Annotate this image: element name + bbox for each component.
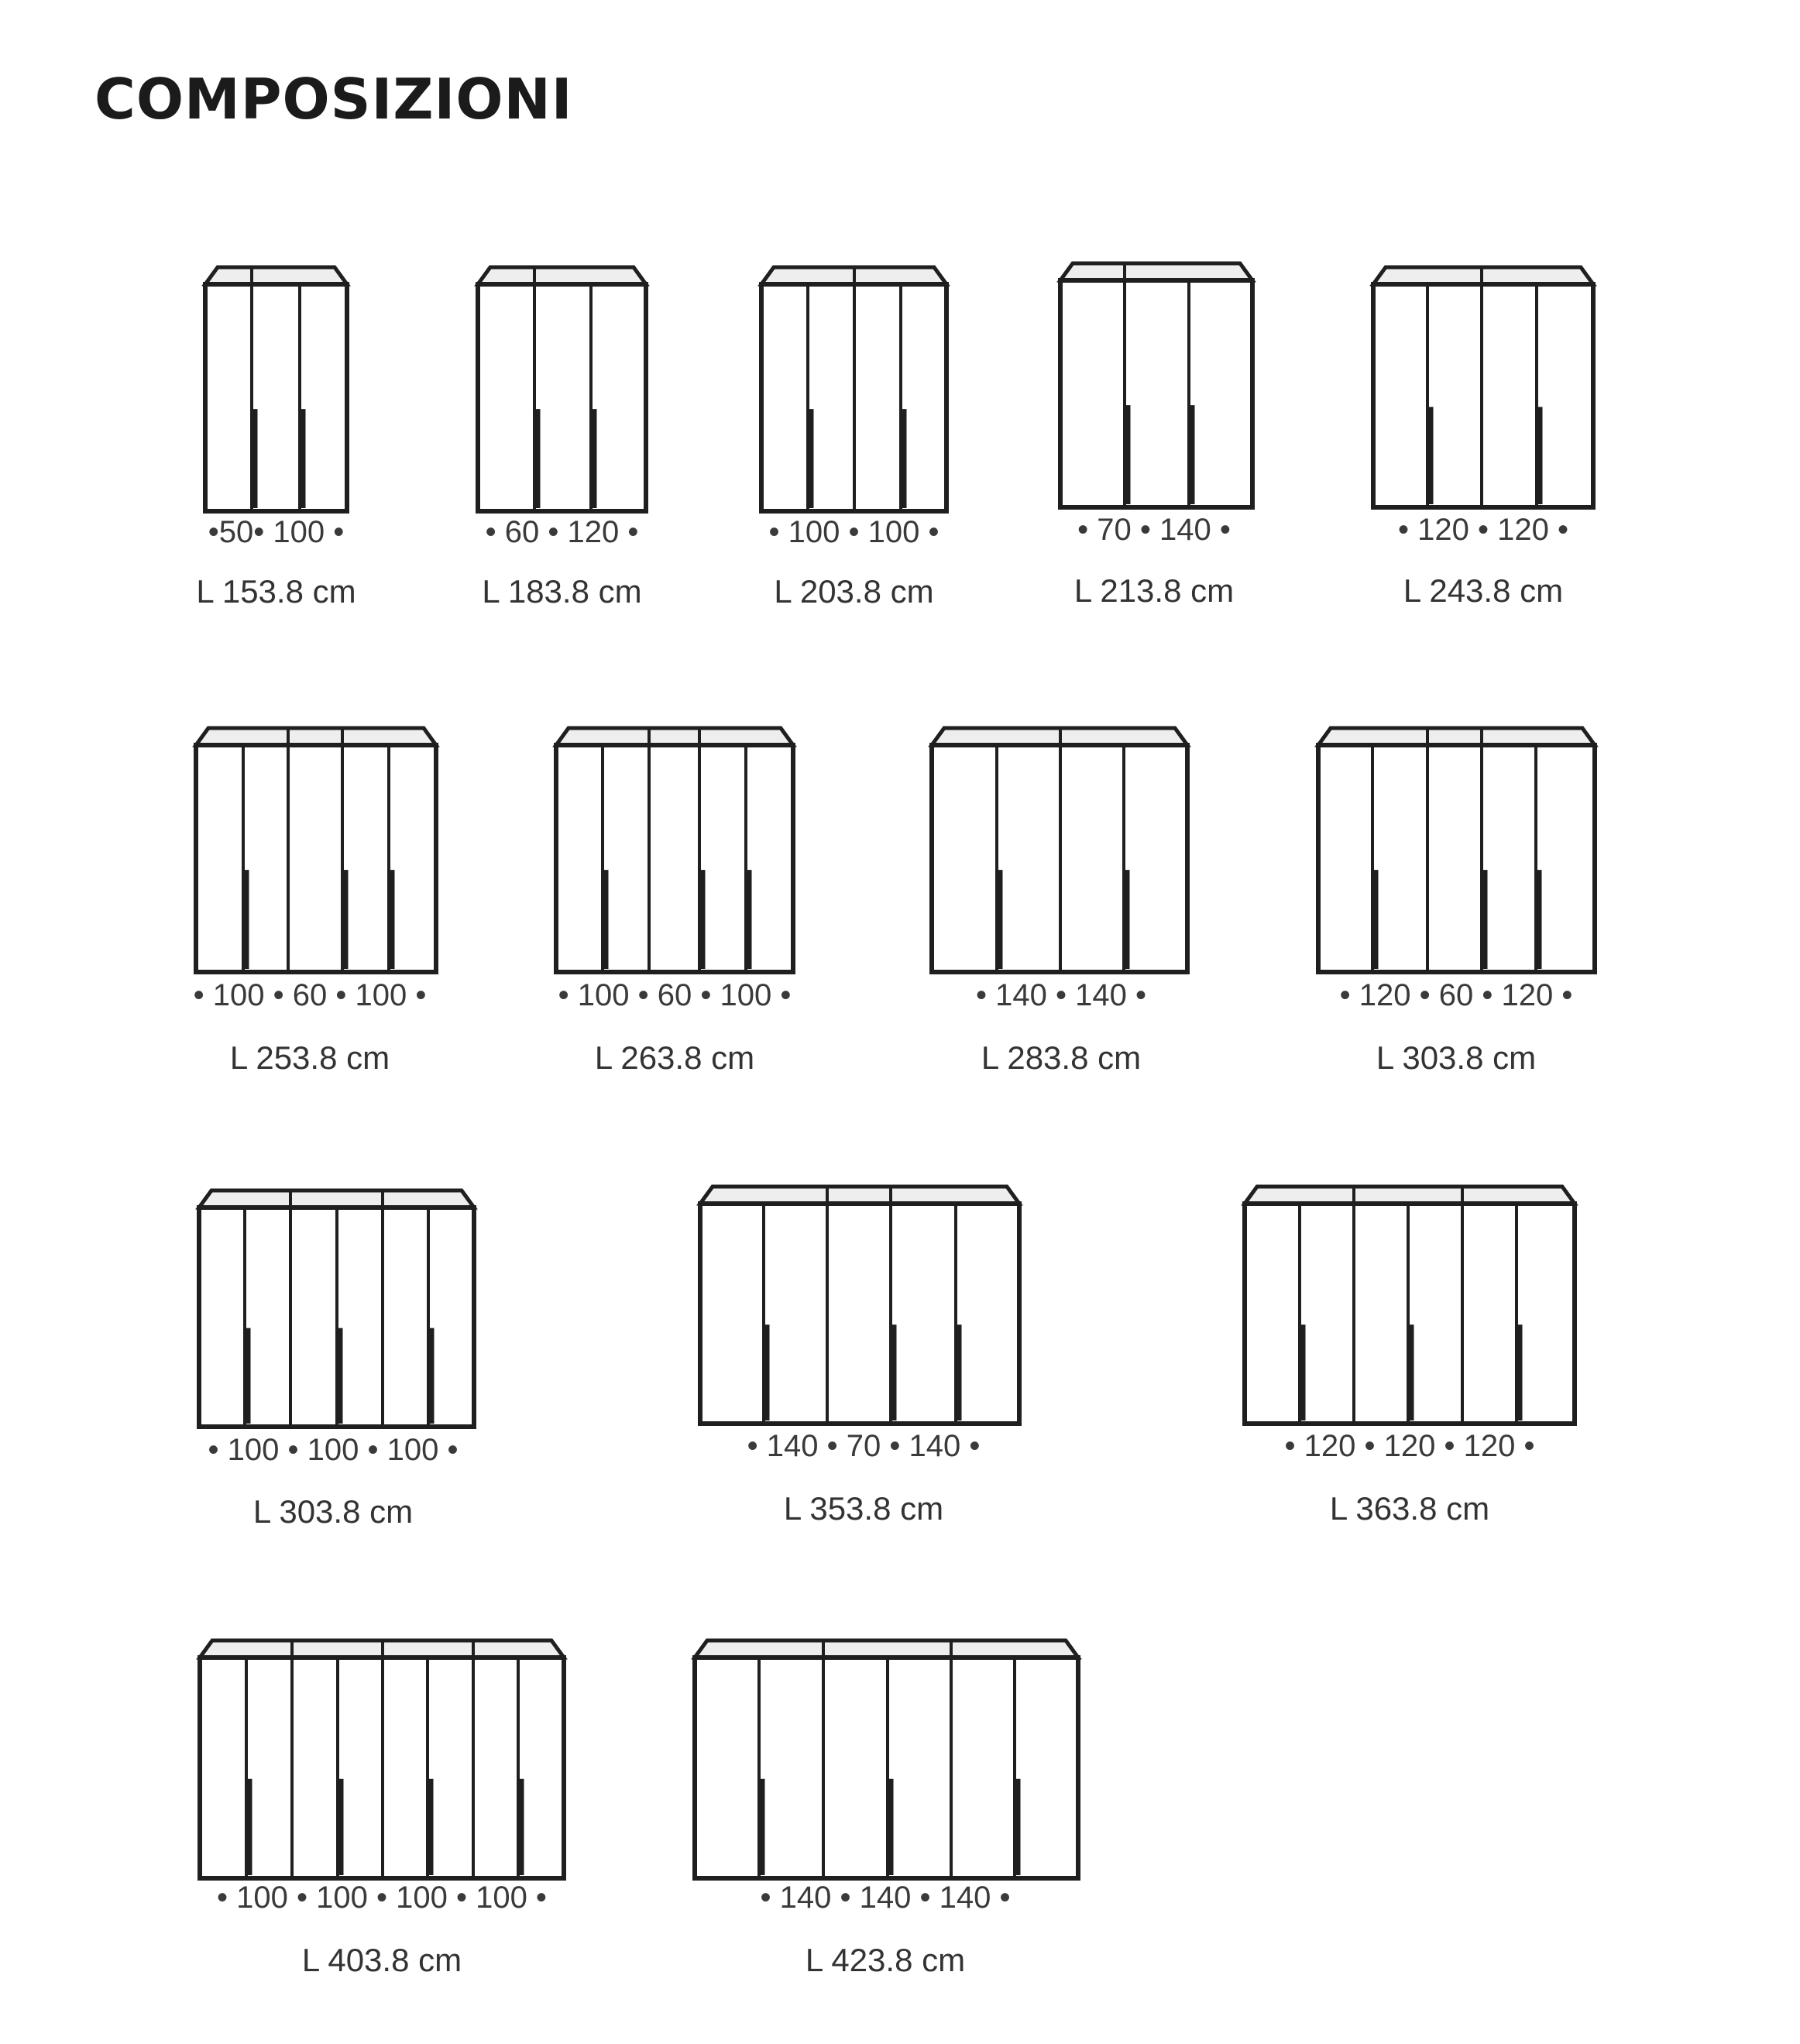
wardrobe-composition [1060, 263, 1252, 609]
page-title: COMPOSIZIONI [94, 67, 573, 132]
wardrobe-composition [761, 267, 946, 610]
total-width: L 283.8 cm [981, 1039, 1142, 1076]
wardrobe-top [556, 728, 793, 745]
total-width: L 363.8 cm [1329, 1490, 1490, 1527]
width-dimensions: • 100 • 60 • 100 • [193, 978, 427, 1012]
width-dimensions: •50• 100 • [208, 515, 345, 549]
wardrobe-composition [1318, 728, 1595, 1076]
total-width: L 153.8 cm [196, 573, 356, 610]
total-width: L 213.8 cm [1073, 572, 1235, 609]
width-dimensions: • 70 • 140 • [1077, 513, 1231, 547]
wardrobe-composition [556, 728, 793, 1076]
width-dimensions: • 100 • 100 • 100 • [208, 1433, 459, 1467]
wardrobe-top [695, 1640, 1078, 1658]
total-width: L 423.8 cm [805, 1942, 966, 1978]
wardrobe-composition [199, 1190, 474, 1530]
wardrobe-composition [1373, 267, 1593, 609]
wardrobe-body [700, 1204, 1019, 1424]
wardrobe-body [196, 745, 436, 972]
wardrobe-composition [194, 728, 436, 1076]
wardrobe-composition [478, 267, 646, 610]
wardrobe-body [478, 284, 646, 511]
total-width: L 263.8 cm [594, 1039, 755, 1076]
wardrobe-top [478, 267, 646, 284]
width-dimensions: • 100 • 100 • 100 • 100 • [217, 1881, 547, 1915]
wardrobe-top [1318, 728, 1595, 745]
total-width: L 303.8 cm [252, 1493, 414, 1530]
width-dimensions: • 120 • 60 • 120 • [1339, 978, 1573, 1012]
width-dimensions: • 140 • 140 • 140 • [760, 1881, 1011, 1915]
wardrobe-top [199, 1190, 474, 1208]
wardrobe-body [556, 745, 793, 972]
wardrobe-top [196, 728, 436, 745]
width-dimensions: • 120 • 120 • [1398, 513, 1568, 547]
wardrobe-composition [932, 728, 1187, 1076]
width-dimensions: • 120 • 120 • 120 • [1284, 1429, 1535, 1463]
total-width: L 243.8 cm [1403, 572, 1564, 609]
wardrobe-top [205, 267, 347, 284]
wardrobe-top [1060, 263, 1252, 280]
total-width: L 353.8 cm [783, 1490, 944, 1527]
wardrobe-top [1245, 1187, 1575, 1204]
total-width: L 183.8 cm [482, 573, 642, 610]
width-dimensions: • 100 • 100 • [768, 515, 940, 549]
wardrobe-body [205, 284, 347, 511]
wardrobe-composition [1245, 1187, 1575, 1527]
total-width: L 203.8 cm [774, 573, 934, 610]
wardrobe-composition [700, 1187, 1019, 1527]
width-dimensions: • 60 • 120 • [485, 515, 639, 549]
total-width: L 303.8 cm [1376, 1039, 1537, 1076]
width-dimensions: • 100 • 60 • 100 • [558, 978, 792, 1012]
wardrobe-composition [200, 1640, 564, 1978]
width-dimensions: • 140 • 70 • 140 • [747, 1429, 981, 1463]
total-width: L 253.8 cm [229, 1039, 390, 1076]
wardrobe-composition [695, 1640, 1078, 1978]
total-width: L 403.8 cm [301, 1942, 462, 1978]
wardrobe-composition [196, 267, 356, 610]
wardrobe-top [700, 1187, 1019, 1204]
wardrobe-body [1318, 745, 1595, 972]
wardrobe-body [1060, 280, 1252, 507]
width-dimensions: • 140 • 140 • [976, 978, 1146, 1012]
